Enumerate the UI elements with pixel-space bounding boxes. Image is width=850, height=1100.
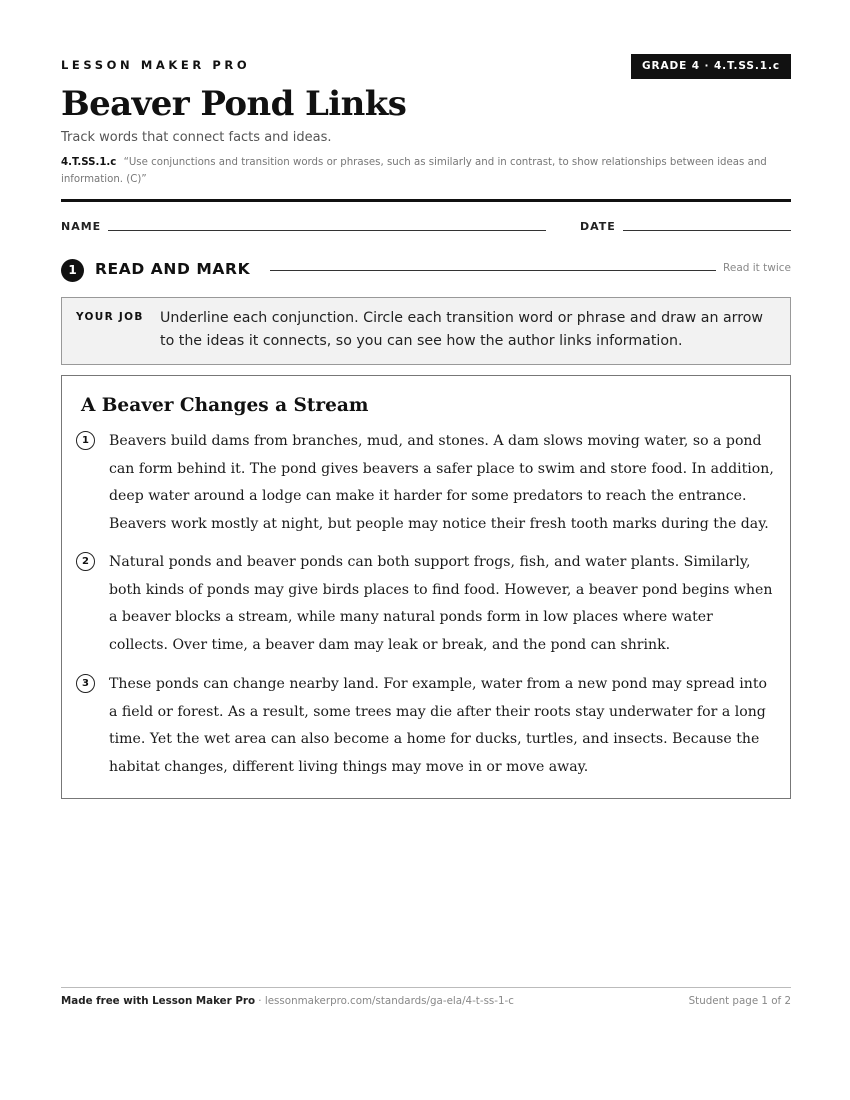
job-label: YOUR JOB	[76, 311, 144, 323]
footer-made-with: Made free with Lesson Maker Pro	[61, 995, 256, 1007]
brand-name: LESSON MAKER PRO	[61, 58, 251, 72]
section-rule	[270, 270, 716, 271]
date-field[interactable]	[623, 230, 791, 231]
paragraph-text: These ponds can change nearby land. For example, water from a new pond may spread into a field or forest. As a result, some trees may die after their roots stay underwater for a long time. Yet the wet area can also become a home for ducks, turtles, and insects. Because the habitat changes, different living things may move in or move away.	[109, 676, 768, 775]
grade-badge: GRADE 4 · 4.T.SS.1.c	[631, 54, 791, 79]
job-text: Underline each conjunction. Circle each transition word or phrase and draw an arrow to the ideas it connects, so you can see how the author links information.	[160, 310, 764, 349]
passage-title: A Beaver Changes a Stream	[81, 395, 369, 416]
paragraph-text: Beavers build dams from branches, mud, and stones. A dam slows moving water, so a pond can form behind it. The pond gives beavers a safer place to swim and store food. In addition, deep water around a lodge can make it harder for some predators to reach the entrance. Beavers work mostly at night, but people may notice their fresh tooth marks during the day.	[109, 433, 774, 532]
job-instructions-box	[61, 297, 791, 365]
name-label: NAME	[61, 220, 102, 233]
section-title: READ AND MARK	[95, 260, 251, 278]
section-number-badge: 1	[61, 259, 84, 282]
page-title: Beaver Pond Links	[61, 84, 407, 124]
page-subtitle: Track words that connect facts and ideas.	[61, 130, 332, 145]
name-field[interactable]	[108, 230, 546, 231]
standard-statement	[61, 155, 791, 188]
date-label: DATE	[580, 220, 616, 233]
footer-credit	[61, 995, 514, 1007]
paragraph-number: 3	[76, 674, 95, 693]
footer-url: · lessonmakerpro.com/standards/ga-ela/4-t-ss-1-c	[255, 995, 514, 1007]
header-divider	[61, 199, 791, 202]
footer-page-number: Student page 1 of 2	[688, 995, 791, 1007]
section-note: Read it twice	[723, 262, 791, 274]
paragraph-number: 2	[76, 552, 95, 571]
standard-code: 4.T.SS.1.c	[61, 157, 117, 168]
reading-passage	[61, 375, 791, 799]
paragraph-text: Natural ponds and beaver ponds can both support frogs, fish, and water plants. Similarly, both kinds of ponds may give birds places to find food. However, a beaver pond begins when a beaver blocks a stream, while many natural ponds form in low places where water collects. Over time, a beaver dam may leak or break, and the pond can shrink.	[109, 554, 773, 653]
worksheet-page	[61, 0, 791, 1100]
paragraph-number: 1	[76, 431, 95, 450]
footer-divider	[61, 987, 791, 988]
standard-text: “Use conjunctions and transition words or phrases, such as similarly and in contrast, to show relationships between ideas and information. (C)”	[61, 157, 767, 185]
